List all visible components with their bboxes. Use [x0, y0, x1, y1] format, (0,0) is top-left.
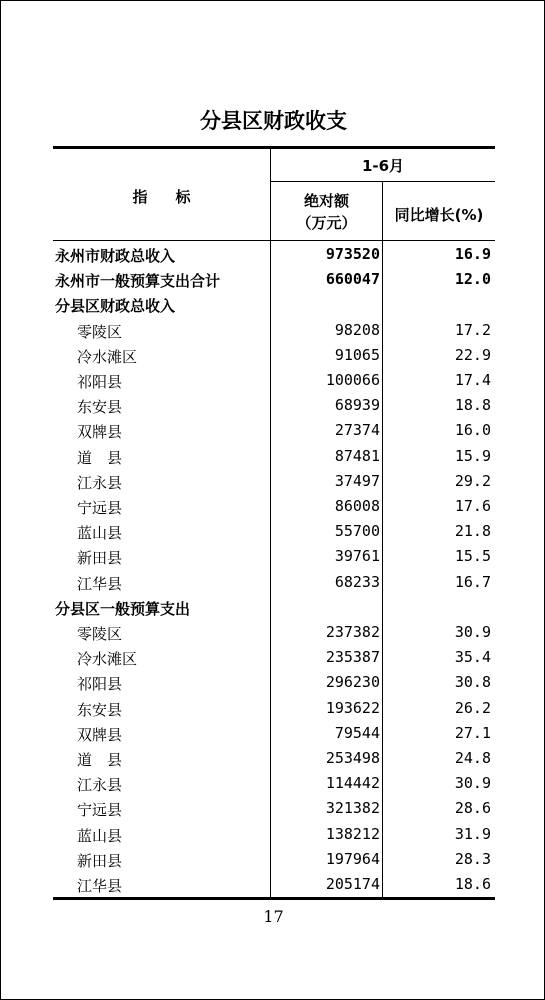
row-absolute-value: 55700	[334, 522, 380, 541]
row-absolute-value: 114442	[325, 774, 380, 793]
row-label: 东安县	[77, 700, 123, 719]
row-label: 蓝山县	[77, 524, 123, 543]
table-row	[53, 445, 495, 470]
table-row	[53, 596, 495, 621]
row-label: 祁阳县	[77, 373, 123, 391]
row-yoy-value: 18.8	[454, 396, 491, 415]
row-yoy-value: 12.0	[454, 270, 491, 289]
row-absolute-value: 86008	[334, 497, 380, 515]
row-label: 江永县	[77, 473, 123, 492]
row-label: 江永县	[77, 776, 123, 795]
row-yoy-value: 35.4	[454, 648, 491, 667]
row-label: 祁阳县	[77, 675, 123, 694]
table-row	[53, 747, 495, 772]
header-absolute	[271, 190, 382, 234]
row-absolute-value: 296230	[325, 673, 380, 692]
row-yoy-value: 21.8	[454, 522, 491, 541]
row-label: 新田县	[77, 851, 123, 870]
header-sub-rule	[270, 181, 495, 182]
header-bottom-rule	[53, 240, 495, 241]
row-absolute-value: 138212	[325, 824, 380, 843]
row-label: 江华县	[77, 574, 123, 593]
table-row	[53, 571, 495, 596]
table-row	[53, 848, 495, 873]
row-absolute-value: 87481	[334, 446, 380, 465]
table-top-rule	[53, 146, 495, 149]
table-row	[53, 797, 495, 822]
row-absolute-value: 973520	[325, 245, 380, 263]
row-yoy-value: 16.9	[454, 245, 491, 263]
row-absolute-value: 235387	[325, 648, 380, 667]
row-yoy-value: 28.6	[454, 799, 491, 818]
row-yoy-value: 17.2	[454, 320, 491, 339]
row-label: 宁远县	[77, 499, 123, 517]
table-row	[53, 873, 495, 898]
row-label: 永州市财政总收入	[55, 247, 176, 265]
row-yoy-value: 31.9	[454, 824, 491, 843]
row-label: 冷水滩区	[77, 347, 138, 366]
row-label: 道 县	[77, 751, 123, 769]
row-absolute-value: 37497	[334, 471, 380, 490]
table-row	[53, 419, 495, 444]
row-label: 双牌县	[77, 423, 123, 442]
row-absolute-value: 321382	[325, 799, 380, 818]
row-absolute-value: 205174	[325, 875, 380, 893]
row-label: 分县区财政总收入	[55, 297, 176, 316]
row-absolute-value: 68939	[334, 396, 380, 415]
header-absolute-line1: 绝对额	[303, 192, 349, 210]
page-number: 17	[263, 907, 284, 926]
table-row	[53, 772, 495, 797]
row-yoy-value: 17.4	[454, 371, 491, 389]
table-row	[53, 697, 495, 722]
table-row	[53, 394, 495, 419]
table-row	[53, 722, 495, 747]
page-title: 分县区财政收支	[200, 109, 347, 133]
table-row	[53, 319, 495, 344]
row-yoy-value: 26.2	[454, 698, 491, 717]
row-absolute-value: 39761	[334, 547, 380, 566]
row-absolute-value: 27374	[334, 421, 380, 440]
row-absolute-value: 68233	[334, 572, 380, 591]
table-row	[53, 671, 495, 696]
row-yoy-value: 24.8	[454, 749, 491, 767]
header-yoy: 同比增长(%)	[394, 206, 484, 224]
row-yoy-value: 15.9	[454, 446, 491, 465]
row-label: 蓝山县	[77, 826, 123, 845]
table-row	[53, 344, 495, 369]
row-label: 冷水滩区	[77, 650, 138, 669]
row-yoy-value: 30.9	[454, 774, 491, 793]
table-row	[53, 823, 495, 848]
row-label: 江华县	[77, 877, 123, 895]
row-yoy-value: 17.6	[454, 497, 491, 515]
table-row	[53, 369, 495, 394]
finance-table	[53, 146, 495, 901]
table-row	[53, 621, 495, 646]
row-yoy-value: 28.3	[454, 849, 491, 868]
row-yoy-value: 15.5	[454, 547, 491, 566]
table-row	[53, 646, 495, 671]
row-label: 分县区一般预算支出	[55, 599, 191, 618]
row-label: 零陵区	[77, 625, 123, 643]
row-yoy-value: 30.8	[454, 673, 491, 692]
header-period: 1-6月	[361, 157, 405, 175]
table-row	[53, 495, 495, 520]
row-absolute-value: 91065	[334, 345, 380, 364]
row-yoy-value: 22.9	[454, 345, 491, 364]
table-row	[53, 545, 495, 570]
row-yoy-value: 16.7	[454, 572, 491, 591]
row-absolute-value: 100066	[325, 371, 380, 389]
row-label: 东安县	[77, 398, 123, 417]
row-label: 零陵区	[77, 322, 123, 341]
row-label: 新田县	[77, 549, 123, 568]
row-yoy-value: 29.2	[454, 471, 491, 490]
row-label: 宁远县	[77, 801, 123, 820]
table-row	[53, 520, 495, 545]
row-absolute-value: 660047	[325, 270, 380, 289]
row-yoy-value: 30.9	[454, 623, 491, 641]
row-yoy-value: 27.1	[454, 723, 491, 742]
row-yoy-value: 16.0	[454, 421, 491, 440]
row-label: 永州市一般预算支出合计	[55, 272, 221, 291]
row-label: 道 县	[77, 448, 123, 467]
row-label: 双牌县	[77, 725, 123, 744]
row-absolute-value: 253498	[325, 749, 380, 767]
row-absolute-value: 237382	[325, 623, 380, 641]
header-indicator: 指标	[132, 188, 219, 206]
table-row	[53, 470, 495, 495]
row-absolute-value: 98208	[334, 320, 380, 339]
table-row	[53, 293, 495, 318]
row-absolute-value: 79544	[334, 723, 380, 742]
header-absolute-line2: （万元）	[296, 214, 357, 232]
table-row	[53, 243, 495, 268]
row-absolute-value: 193622	[325, 698, 380, 717]
row-yoy-value: 18.6	[454, 875, 491, 893]
table-row	[53, 268, 495, 293]
row-absolute-value: 197964	[325, 849, 380, 868]
table-bottom-rule	[53, 897, 495, 900]
